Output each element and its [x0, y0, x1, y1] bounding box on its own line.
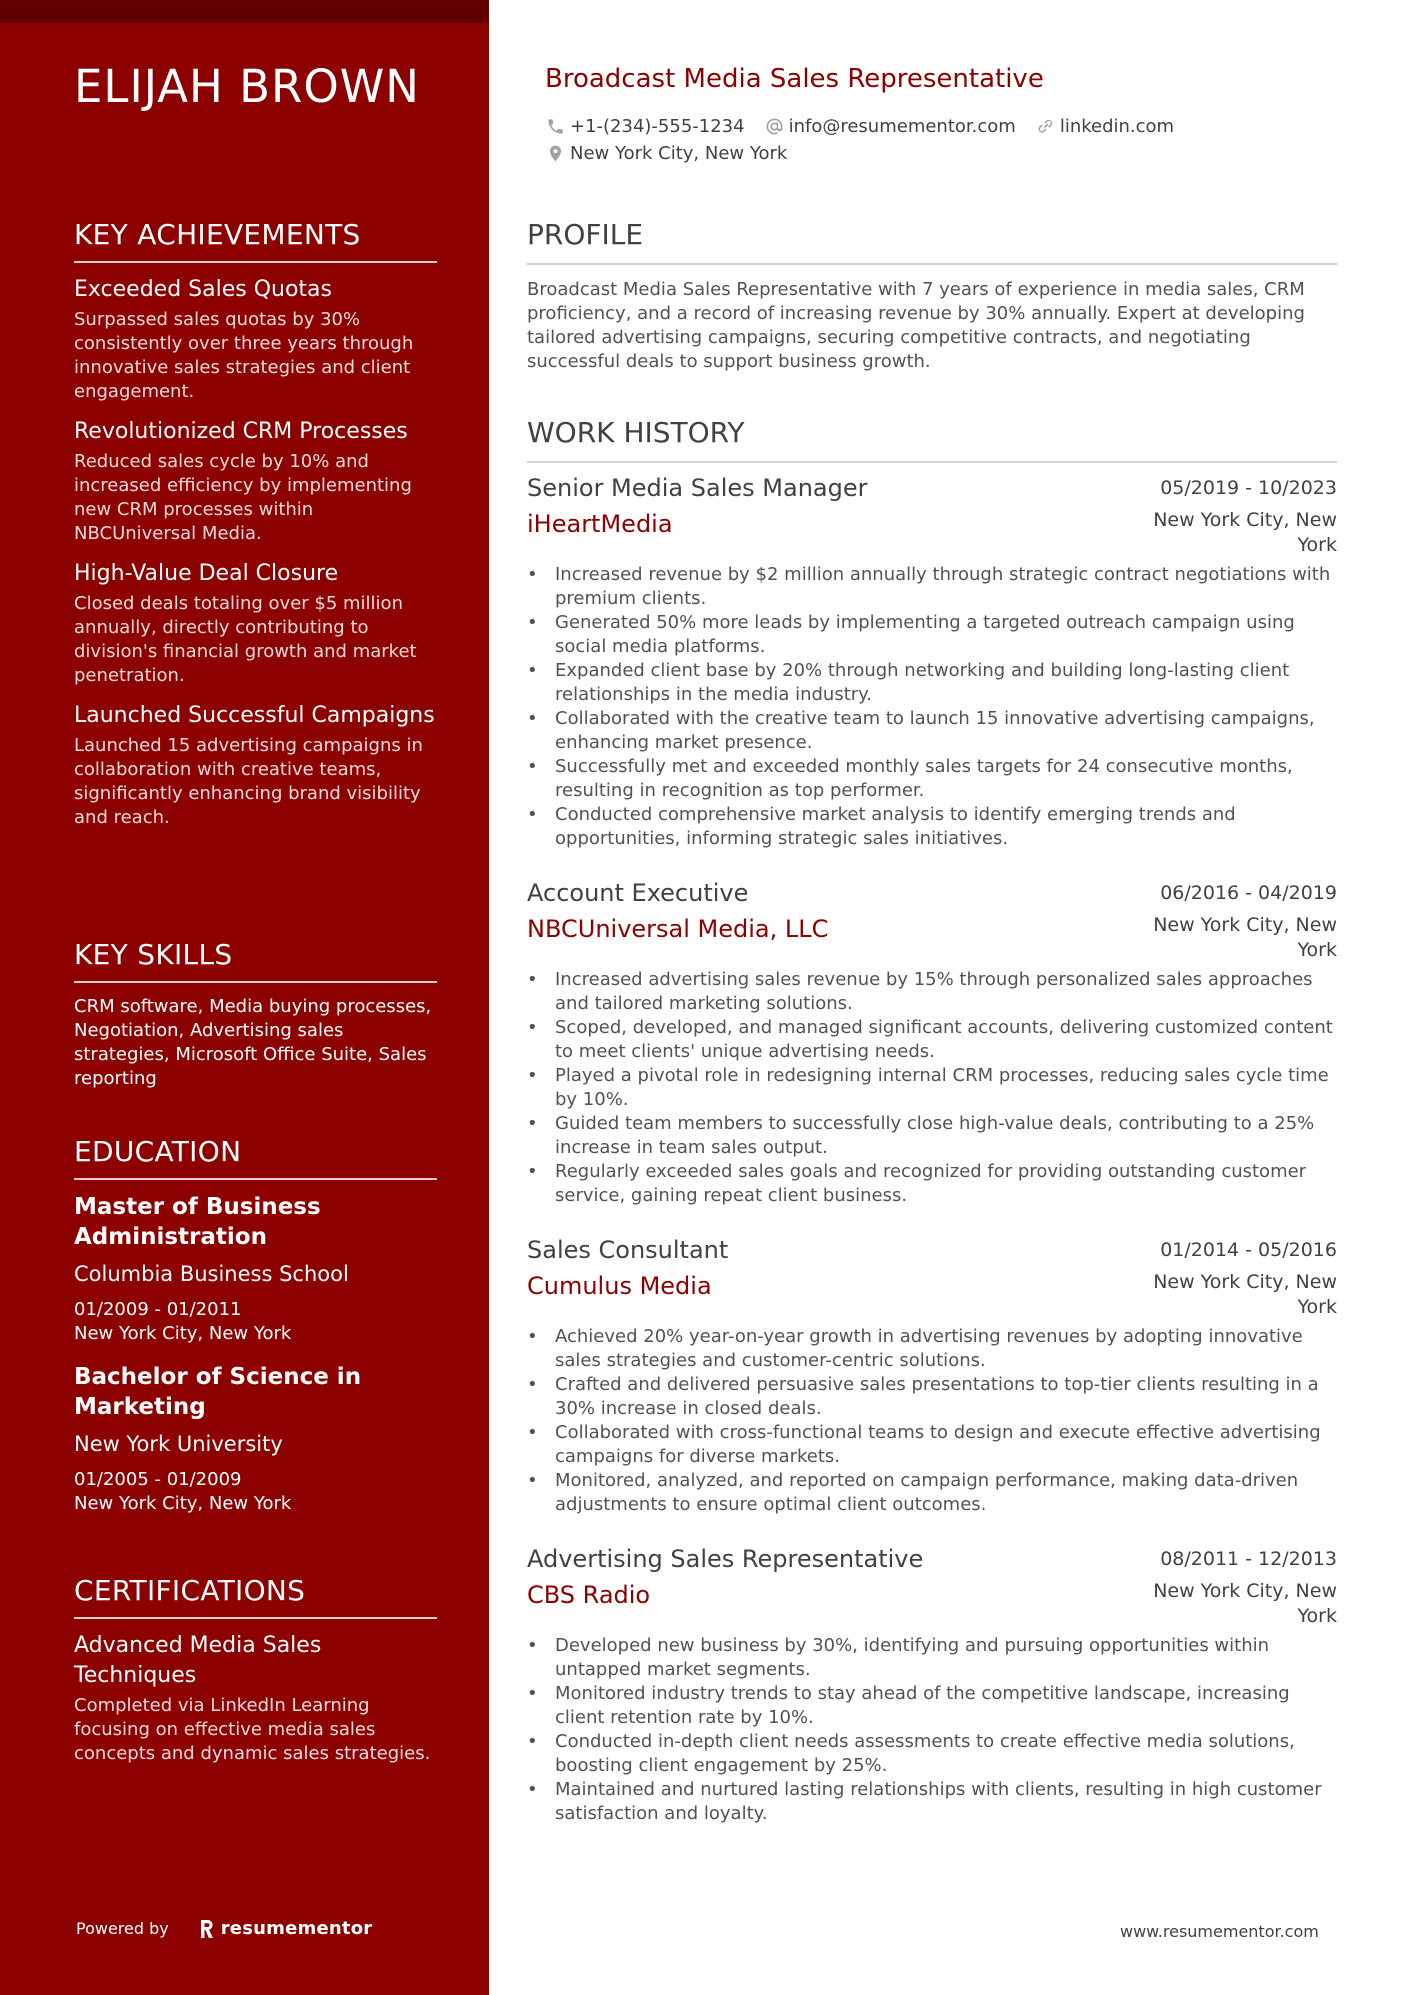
job-location: New York City, New York: [1153, 1271, 1337, 1318]
email-text: info@resumementor.com: [788, 116, 1016, 137]
contact-info: [546, 113, 1194, 167]
job-location: New York City, New York: [1153, 509, 1337, 556]
job-bullet: • Scoped, developed, and managed significant accounts, delivering customized content to meet clients' unique advertising needs.: [527, 1016, 1337, 1064]
job-entry: [527, 1543, 1337, 1826]
job-dates: 01/2014 - 05/2016: [1160, 1239, 1337, 1261]
powered-by: [76, 1918, 372, 1939]
education-location: New York City, New York: [74, 1323, 292, 1344]
education-dates: 01/2009 - 01/2011: [74, 1299, 242, 1320]
education-school: Columbia Business School: [74, 1262, 349, 1286]
achievement-title: Revolutionized CRM Processes: [74, 419, 408, 444]
email-contact[interactable]: [765, 116, 1016, 137]
achievement-item: [74, 275, 437, 404]
sidebar-top-strip: [0, 0, 489, 23]
job-dates: 08/2011 - 12/2013: [1160, 1548, 1337, 1570]
location-contact: [546, 143, 787, 164]
location-text: New York City, New York: [570, 143, 788, 164]
education-title: EDUCATION: [74, 1135, 437, 1180]
certifications-section: [74, 1574, 437, 1779]
job-bullet: • Conducted in-depth client needs assessments to create effective media solutions, boosting client engagement by 25%.: [527, 1730, 1337, 1778]
key-skills-section: [74, 938, 437, 1091]
job-bullet: • Successfully met and exceeded monthly sales targets for 24 consecutive months, resulting in recognition as top performer.: [527, 755, 1337, 803]
job-bullet: • Monitored industry trends to stay ahead of the competitive landscape, increasing client retention rate by 10%.: [527, 1682, 1337, 1730]
skills-list: CRM software, Media buying processes, Negotiation, Advertising sales strategies, Microsoft Office Suite, Sales reporting: [74, 996, 432, 1089]
job-entry: [527, 472, 1337, 851]
education-section: [74, 1135, 437, 1532]
brand-name: resumementor: [220, 1918, 373, 1939]
achievement-title: High-Value Deal Closure: [74, 561, 339, 586]
job-company: iHeartMedia: [527, 510, 673, 538]
job-company: Cumulus Media: [527, 1272, 712, 1300]
job-bullet: • Crafted and delivered persuasive sales presentations to top-tier clients resulting in a 30% increase in closed deals.: [527, 1373, 1337, 1421]
education-school: New York University: [74, 1432, 283, 1456]
candidate-name: ELIJAH BROWN: [74, 60, 420, 113]
certification-item: [74, 1631, 437, 1766]
resumementor-logo-icon: [199, 1919, 215, 1939]
achievement-desc: Launched 15 advertising campaigns in collaboration with creative teams, significantly enhancing brand visibility and reach.: [74, 735, 423, 828]
achievement-title: Launched Successful Campaigns: [74, 703, 435, 728]
job-entry: [527, 1234, 1337, 1517]
education-degree: Bachelor of Science in Marketing: [74, 1364, 362, 1420]
job-bullet: • Regularly exceeded sales goals and recognized for providing outstanding customer service, gaining repeat client business.: [527, 1160, 1337, 1208]
link-icon: [1036, 117, 1055, 136]
job-bullet: • Maintained and nurtured lasting relationships with clients, resulting in high customer satisfaction and loyalty.: [527, 1778, 1337, 1826]
job-bullets: [527, 1634, 1337, 1826]
job-dates: 06/2016 - 04/2019: [1160, 882, 1337, 904]
job-location: New York City, New York: [1153, 1580, 1337, 1627]
education-location: New York City, New York: [74, 1493, 292, 1514]
job-role: Senior Media Sales Manager: [527, 474, 868, 502]
job-bullet: • Increased revenue by $2 million annually through strategic contract negotiations with premium clients.: [527, 563, 1337, 611]
achievement-item: [74, 559, 437, 688]
achievement-title: Exceeded Sales Quotas: [74, 277, 332, 302]
job-bullets: [527, 968, 1337, 1208]
profile-title: PROFILE: [527, 218, 1337, 265]
job-role: Account Executive: [527, 879, 749, 907]
job-bullets: [527, 1325, 1337, 1517]
phone-contact[interactable]: [546, 116, 745, 137]
target-job-title: Broadcast Media Sales Representative: [545, 64, 1044, 94]
key-skills-title: KEY SKILLS: [74, 938, 437, 983]
job-bullet: • Monitored, analyzed, and reported on campaign performance, making data-driven adjustments to ensure optimal client outcomes.: [527, 1469, 1337, 1517]
at-sign-icon: [765, 117, 784, 136]
sidebar: [0, 0, 489, 1995]
job-bullet: • Developed new business by 30%, identifying and pursuing opportunities within untapped market segments.: [527, 1634, 1337, 1682]
certification-title: Advanced Media Sales Techniques: [74, 1633, 322, 1688]
job-dates: 05/2019 - 10/2023: [1160, 477, 1337, 499]
job-bullet: • Collaborated with cross-functional teams to design and execute effective advertising campaigns for diverse markets.: [527, 1421, 1337, 1469]
map-pin-icon: [546, 144, 565, 163]
job-bullet: • Increased advertising sales revenue by 15% through personalized sales approaches and tailored marketing solutions.: [527, 968, 1337, 1016]
linkedin-contact[interactable]: [1036, 116, 1174, 137]
key-achievements-title: KEY ACHIEVEMENTS: [74, 218, 437, 263]
education-degree: Master of Business Administration: [74, 1194, 321, 1250]
job-bullet: • Played a pivotal role in redesigning internal CRM processes, reducing sales cycle time by 10%.: [527, 1064, 1337, 1112]
achievement-item: [74, 701, 437, 830]
achievement-desc: Surpassed sales quotas by 30% consistently over three years through innovative sales strategies and client engagement.: [74, 309, 414, 402]
education-item: [74, 1362, 437, 1516]
key-achievements-section: [74, 218, 437, 843]
profile-summary: Broadcast Media Sales Representative with 7 years of experience in media sales, CRM proficiency, and a record of increasing revenue by 30% annually. Expert at developing tailored advertising campaigns, securing competitive contracts, and negotiating successful deals to support business growth.: [527, 279, 1305, 372]
work-history-title: WORK HISTORY: [527, 416, 1337, 463]
education-dates: 01/2005 - 01/2009: [74, 1469, 242, 1490]
job-company: CBS Radio: [527, 1581, 651, 1609]
phone-icon: [546, 117, 565, 136]
phone-text: +1-(234)-555-1234: [570, 116, 745, 137]
job-bullet: • Conducted comprehensive market analysis to identify emerging trends and opportunities, informing strategic sales initiatives.: [527, 803, 1337, 851]
footer-url[interactable]: www.resumementor.com: [1120, 1922, 1319, 1941]
job-bullets: [527, 563, 1337, 851]
job-bullet: • Collaborated with the creative team to launch 15 innovative advertising campaigns, enhancing market presence.: [527, 707, 1337, 755]
linkedin-text: linkedin.com: [1059, 116, 1175, 137]
achievement-desc: Reduced sales cycle by 10% and increased efficiency by implementing new CRM processes within NBCUniversal Media.: [74, 451, 412, 544]
job-role: Sales Consultant: [527, 1236, 729, 1264]
powered-by-label: Powered by: [76, 1919, 169, 1938]
job-role: Advertising Sales Representative: [527, 1545, 924, 1573]
achievement-desc: Closed deals totaling over $5 million annually, directly contributing to division's financial growth and market penetration.: [74, 593, 417, 686]
job-bullet: • Guided team members to successfully close high-value deals, contributing to a 25% increase in team sales output.: [527, 1112, 1337, 1160]
achievement-item: [74, 417, 437, 546]
education-item: [74, 1192, 437, 1346]
job-location: New York City, New York: [1153, 914, 1337, 961]
job-bullet: • Expanded client base by 20% through networking and building long-lasting client relationships in the media industry.: [527, 659, 1337, 707]
job-bullet: • Generated 50% more leads by implementing a targeted outreach campaign using social media platforms.: [527, 611, 1337, 659]
certifications-title: CERTIFICATIONS: [74, 1574, 437, 1619]
job-entry: [527, 877, 1337, 1208]
job-company: NBCUniversal Media, LLC: [527, 915, 829, 943]
certification-desc: Completed via LinkedIn Learning focusing on effective media sales concepts and dynamic sales strategies.: [74, 1695, 431, 1764]
job-bullet: • Achieved 20% year-on-year growth in advertising revenues by adopting innovative sales strategies and customer-centric solutions.: [527, 1325, 1337, 1373]
